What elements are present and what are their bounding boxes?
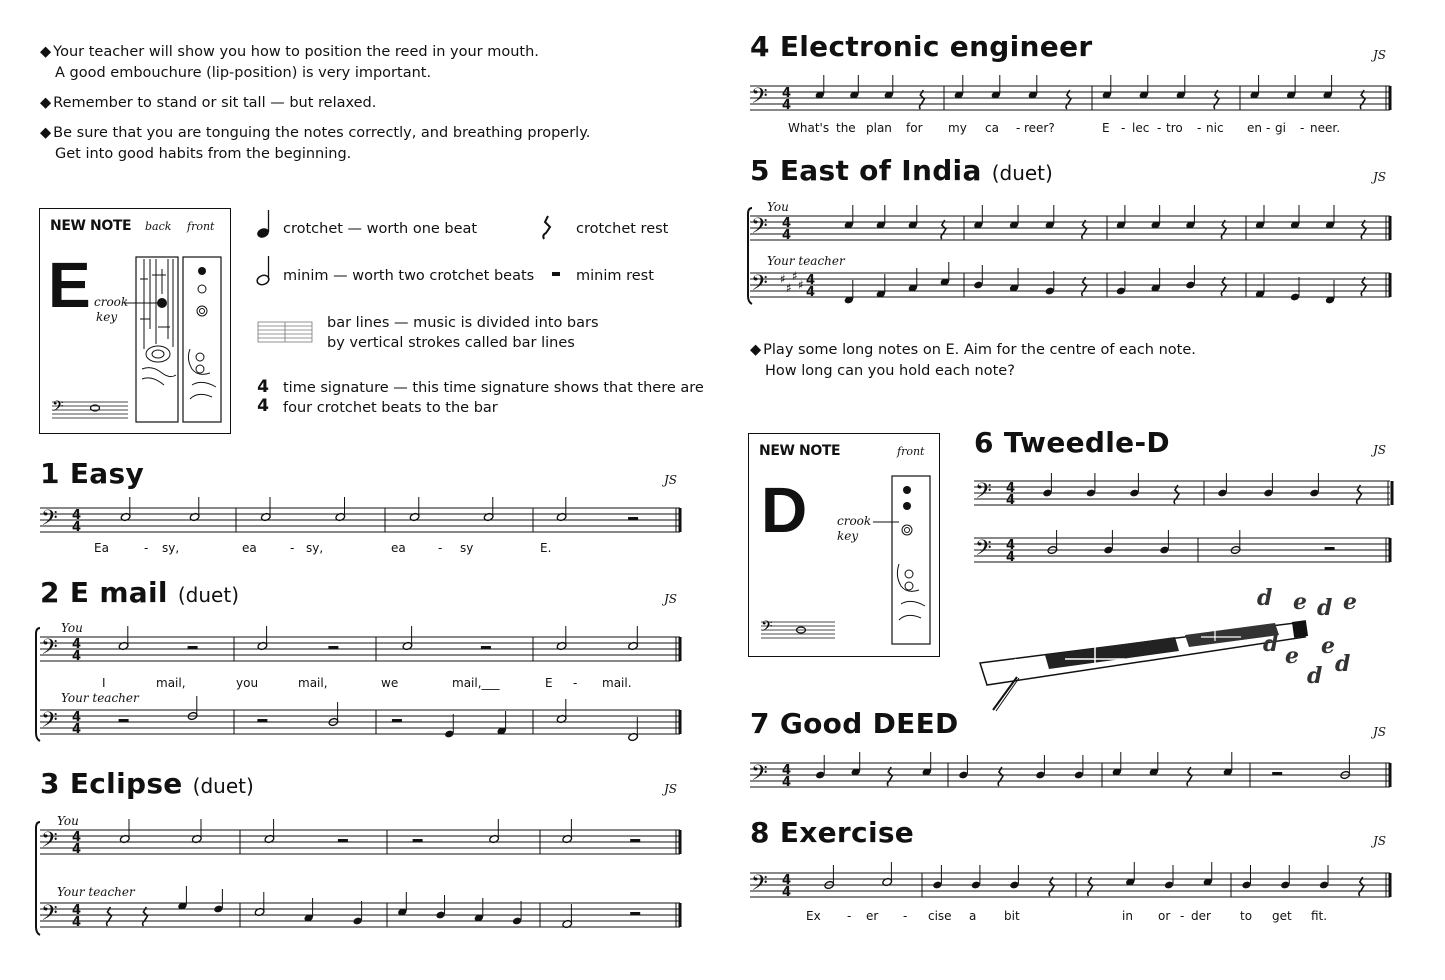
piece-5-teacher-staff-bass-clef: 𝄢 <box>751 271 768 301</box>
piece-1-lyric: - <box>438 541 443 555</box>
new-note-heading: NEW NOTE <box>50 218 132 234</box>
piece-5-teacher-crotchet-rest <box>1221 277 1226 296</box>
piece-5-you-staff-timesig-bottom: 4 <box>782 228 792 243</box>
bubble-6: e <box>1285 643 1299 669</box>
piece-8-lyric: bit <box>1004 909 1020 923</box>
piece-3-teacher-minim-rest <box>630 912 640 916</box>
time-sig-bottom: 4 <box>257 396 269 416</box>
piece-4-lyric: ca <box>985 121 999 135</box>
piece-3-part-you: You <box>57 814 79 828</box>
piece-3-teacher-staff-timesig-bottom: 4 <box>72 915 82 930</box>
piece-4-lyric: my <box>948 121 967 135</box>
piece-7-staff-timesig-bottom: 4 <box>782 775 792 790</box>
piece-2-you-staff-timesig-top: 4 <box>72 637 82 652</box>
piece-4-credit: JS <box>1373 48 1387 62</box>
piece-3-name: Eclipse <box>69 767 183 800</box>
piece-2-teacher-staff-timesig-bottom: 4 <box>72 722 82 737</box>
piece-2-lyric: you <box>236 676 259 690</box>
piece-4-staff-timesig-bottom: 4 <box>782 98 792 113</box>
piece-5-you-crotchet-rest <box>941 220 946 239</box>
legend-timesig-2: four crotchet beats to the bar <box>283 400 498 416</box>
piece-8-lyric: - <box>1180 909 1185 923</box>
piece-1-lyric: - <box>290 541 295 555</box>
piece-8-lyric: cise <box>928 909 952 923</box>
new-note-d-heading: NEW NOTE <box>759 443 841 459</box>
piece-5-teacher-staff-key-sharp: ♯ <box>780 272 786 286</box>
piece-3-you-minim-rest <box>338 839 348 843</box>
piece-5-part-you: You <box>767 200 789 214</box>
piece-2-name: E mail <box>69 576 168 609</box>
legend-minim-rest: minim rest <box>576 268 654 284</box>
piece-7-staff-timesig-top: 4 <box>782 763 792 778</box>
tip-2: ◆ Remember to stand or sit tall — but relaxed. <box>40 95 377 111</box>
svg-text:𝄢: 𝄢 <box>761 618 773 639</box>
crook-key-line2: key <box>96 310 118 324</box>
piece-2-number: 2 <box>40 576 60 609</box>
piece-2-credit: JS <box>664 592 678 606</box>
legend-bar-lines-1: bar lines — music is divided into bars <box>327 315 599 331</box>
piece-1-lyric: Ea <box>94 541 109 555</box>
bubble-7: d <box>1307 663 1323 689</box>
piece-6-name: Tweedle-D <box>1003 426 1170 459</box>
piece-6-staff-1-bass-clef: 𝄢 <box>975 479 992 509</box>
piece-1-lyric: ea <box>391 541 406 555</box>
piece-6-line-1-crotchet-rest <box>1174 485 1179 504</box>
piece-4-crotchet-rest <box>1066 90 1071 109</box>
piece-2-lyric: we <box>381 676 399 690</box>
piece-3-number: 3 <box>40 767 60 800</box>
piece-5-you-crotchet-rest <box>1221 220 1226 239</box>
back-label: back <box>145 220 172 233</box>
piece-8-lyric: der <box>1191 909 1211 923</box>
piece-2-lyric: mail, <box>156 676 186 690</box>
note-letter-d: D <box>761 474 808 546</box>
piece-8-lyric: in <box>1122 909 1133 923</box>
piece-8-staff-timesig-bottom: 4 <box>782 885 792 900</box>
piece-2-brace <box>36 628 40 741</box>
piece-7-crotchet-rest <box>998 767 1003 786</box>
piece-4-lyric: gi <box>1275 121 1286 135</box>
time-sig-top: 4 <box>257 377 269 397</box>
bubble-9: d <box>1335 651 1351 677</box>
piece-3-teacher-crotchet-rest <box>143 907 148 926</box>
piece-2-part-teacher: Your teacher <box>61 691 139 705</box>
piece-7-crotchet-rest <box>1187 767 1192 786</box>
piece-1-name: Easy <box>69 457 144 490</box>
piece-4-staff-bass-clef: 𝄢 <box>751 84 768 114</box>
tip-3: ◆ Be sure that you are tonguing the notes correctly, and breathing properly. <box>40 125 591 141</box>
piece-8-lyric: to <box>1240 909 1253 923</box>
piece-8-lyric: get <box>1272 909 1292 923</box>
piece-2-sub: (duet) <box>177 583 239 607</box>
piece-1-lyric: ea <box>242 541 257 555</box>
piece-4-lyric: plan <box>866 121 892 135</box>
piece-2-lyric: mail, <box>298 676 328 690</box>
piece-5-teacher-staff-key-sharp: ♯ <box>786 281 792 295</box>
piece-2-you-minim-rest <box>481 646 491 650</box>
tip-mid-line1-row: ◆ Play some long notes on E. Aim for the centre of each note. <box>750 342 1196 358</box>
piece-2-teacher-minim-rest <box>119 719 129 723</box>
piece-3-you-minim-rest <box>413 839 423 843</box>
piece-7-name: Good DEED <box>779 707 959 740</box>
bubble-4: e <box>1343 589 1357 615</box>
piece-6-staff-2-timesig-top: 4 <box>1006 538 1016 553</box>
piece-2-you-staff-bass-clef: 𝄢 <box>41 635 58 665</box>
piece-5-you-crotchet-rest <box>1082 220 1087 239</box>
bubble-2: e <box>1293 589 1307 615</box>
piece-6-line-1-crotchet-rest <box>1357 485 1362 504</box>
piece-2-you-minim-rest <box>188 646 198 650</box>
legend-crotchet-rest: crotchet rest <box>576 221 669 237</box>
piece-4-crotchet-rest <box>1360 90 1365 109</box>
piece-5-part-teacher: Your teacher <box>767 254 845 268</box>
piece-4-lyric: - <box>1121 121 1126 135</box>
piece-3-part-teacher: Your teacher <box>57 885 135 899</box>
piece-6-staff-1-timesig-top: 4 <box>1006 481 1016 496</box>
crook-key-d-line2: key <box>837 529 859 543</box>
piece-7-credit: JS <box>1373 725 1387 739</box>
piece-4-lyric: - <box>1157 121 1162 135</box>
svg-text:𝄢: 𝄢 <box>52 398 64 419</box>
tip-mid-line2: How long can you hold each note? <box>765 363 1015 379</box>
piece-8-lyric: er <box>866 909 879 923</box>
piece-8-lyric: or <box>1158 909 1171 923</box>
piece-4-lyric: tro <box>1166 121 1183 135</box>
piece-1-lyric: sy <box>460 541 474 555</box>
piece-1-lyric: - <box>144 541 149 555</box>
piece-8-lyric: - <box>847 909 852 923</box>
piece-4-number: 4 <box>750 30 770 63</box>
legend-minim: minim — worth two crotchet beats <box>283 268 535 284</box>
bubble-5: d <box>1263 631 1279 657</box>
piece-5-credit: JS <box>1373 170 1387 184</box>
piece-4-crotchet-rest <box>920 90 925 109</box>
front-label-d: front <box>897 445 925 458</box>
bubble-3: d <box>1317 595 1333 621</box>
piece-3-brace <box>36 822 40 935</box>
piece-8-crotchet-rest <box>1088 877 1093 896</box>
piece-1-lyric: E. <box>540 541 552 555</box>
piece-3-you-minim-rest <box>630 839 640 843</box>
piece-8-lyric: fit. <box>1311 909 1328 923</box>
piece-2-teacher-staff-timesig-top: 4 <box>72 710 82 725</box>
tip-2-line1: Remember to stand or sit tall — but relaxed. <box>53 95 377 111</box>
piece-4-lyric: What's <box>788 121 830 135</box>
piece-3-teacher-staff-bass-clef: 𝄢 <box>41 901 58 931</box>
bubble-1: d <box>1257 585 1273 611</box>
piece-5-teacher-staff-timesig-bottom: 4 <box>806 285 816 300</box>
piece-5-teacher-staff-key-sharp: ♯ <box>798 278 804 292</box>
piece-2-lyric: mail,___ <box>452 676 500 690</box>
piece-7-staff-bass-clef: 𝄢 <box>751 761 768 791</box>
piece-4-lyric: neer. <box>1310 121 1341 135</box>
piece-4-staff-timesig-top: 4 <box>782 86 792 101</box>
piece-3-sub: (duet) <box>192 774 254 798</box>
piece-4-lyric: reer? <box>1024 121 1055 135</box>
piece-1-number: 1 <box>40 457 60 490</box>
piece-5-name: East of India <box>779 154 982 187</box>
tip-3-line1: Be sure that you are tonguing the notes correctly, and breathing properly. <box>53 125 591 141</box>
piece-2-part-you: You <box>61 621 83 635</box>
piece-8-staff-timesig-top: 4 <box>782 873 792 888</box>
piece-4-lyric: en <box>1247 121 1262 135</box>
piece-8-crotchet-rest <box>1049 877 1054 896</box>
piece-2-teacher-minim-rest <box>392 719 402 723</box>
legend-bar-lines-2: by vertical strokes called bar lines <box>327 335 575 351</box>
piece-5-teacher-staff-timesig-top: 4 <box>806 273 816 288</box>
piece-6-staff-2-timesig-bottom: 4 <box>1006 550 1016 565</box>
piece-5-sub: (duet) <box>991 161 1053 185</box>
piece-6-number: 6 <box>974 426 994 459</box>
piece-3-teacher-crotchet-rest <box>107 907 112 926</box>
legend-timesig-1: time signature — this time signature shows that there are <box>283 380 704 396</box>
piece-2-you-staff-timesig-bottom: 4 <box>72 649 82 664</box>
piece-8-staff-bass-clef: 𝄢 <box>751 871 768 901</box>
piece-7-minim-rest <box>1272 772 1282 776</box>
piece-4-lyric: for <box>906 121 923 135</box>
piece-8-credit: JS <box>1373 834 1387 848</box>
piece-2-lyric: E <box>545 676 553 690</box>
tip-mid-line1: Play some long notes on E. Aim for the centre of each note. <box>763 342 1196 358</box>
piece-3-you-staff-timesig-top: 4 <box>72 830 82 845</box>
crook-key-line1: crook <box>94 295 129 309</box>
piece-1-lyric: sy, <box>162 541 180 555</box>
tip-1-line2: A good embouchure (lip-position) is very important. <box>55 65 432 81</box>
bubble-8: e <box>1321 633 1335 659</box>
piece-4-lyric: lec <box>1132 121 1150 135</box>
piece-2-lyric: - <box>573 676 578 690</box>
piece-5-you-staff-bass-clef: 𝄢 <box>751 214 768 244</box>
piece-1-staff-timesig-top: 4 <box>72 508 82 523</box>
piece-1-lyric: sy, <box>306 541 324 555</box>
crook-key-d-line1: crook <box>837 514 872 528</box>
piece-5-teacher-crotchet-rest <box>1361 277 1366 296</box>
piece-5-teacher-staff-key-sharp: ♯ <box>792 269 798 283</box>
legend-crotchet: crotchet — worth one beat <box>283 221 478 237</box>
piece-5-you-staff-timesig-top: 4 <box>782 216 792 231</box>
piece-2-teacher-minim-rest <box>257 719 267 723</box>
front-label: front <box>187 220 215 233</box>
piece-3-credit: JS <box>664 782 678 796</box>
piece-1-staff-bass-clef: 𝄢 <box>41 506 58 536</box>
tip-1: ◆ Your teacher will show you how to position the reed in your mouth. <box>40 44 539 60</box>
piece-4-lyric: - <box>1197 121 1202 135</box>
piece-4-lyric: - <box>1266 121 1271 135</box>
piece-4-lyric: - <box>1016 121 1021 135</box>
piece-1-minim-rest <box>628 517 638 521</box>
piece-8-lyric: a <box>969 909 977 923</box>
piece-3-teacher-staff-timesig-top: 4 <box>72 903 82 918</box>
tip-3-line2: Get into good habits from the beginning. <box>55 146 352 162</box>
piece-8-crotchet-rest <box>1359 877 1364 896</box>
piece-8-lyric: Ex <box>806 909 821 923</box>
piece-6-credit: JS <box>1373 443 1387 457</box>
piece-8-name: Exercise <box>779 816 915 849</box>
piece-6-staff-1-timesig-bottom: 4 <box>1006 493 1016 508</box>
piece-1-staff-timesig-bottom: 4 <box>72 520 82 535</box>
piece-8-lyric: - <box>903 909 908 923</box>
piece-2-lyric: mail. <box>602 676 632 690</box>
piece-4-lyric: nic <box>1206 121 1224 135</box>
piece-3-you-staff-bass-clef: 𝄢 <box>41 828 58 858</box>
piece-7-crotchet-rest <box>887 767 892 786</box>
piece-4-lyric: the <box>836 121 856 135</box>
piece-4-lyric: - <box>1300 121 1305 135</box>
piece-4-crotchet-rest <box>1214 90 1219 109</box>
piece-5-you-crotchet-rest <box>1361 220 1366 239</box>
piece-4-name: Electronic engineer <box>779 30 1093 63</box>
piece-5-number: 5 <box>750 154 770 187</box>
piece-8-number: 8 <box>750 816 770 849</box>
piece-4-lyric: E <box>1102 121 1110 135</box>
piece-2-you-minim-rest <box>328 646 338 650</box>
piece-5-teacher-crotchet-rest <box>1082 277 1087 296</box>
piece-2-teacher-staff-bass-clef: 𝄢 <box>41 708 58 738</box>
piece-7-number: 7 <box>750 707 770 740</box>
note-letter: E <box>48 249 91 321</box>
piece-3-you-staff-timesig-bottom: 4 <box>72 842 82 857</box>
piece-2-lyric: I <box>102 676 106 690</box>
piece-1-credit: JS <box>664 473 678 487</box>
piece-6-staff-2-bass-clef: 𝄢 <box>975 536 992 566</box>
tip-1-line1: Your teacher will show you how to position the reed in your mouth. <box>53 44 539 60</box>
piece-6-line-2-minim-rest <box>1325 547 1335 551</box>
